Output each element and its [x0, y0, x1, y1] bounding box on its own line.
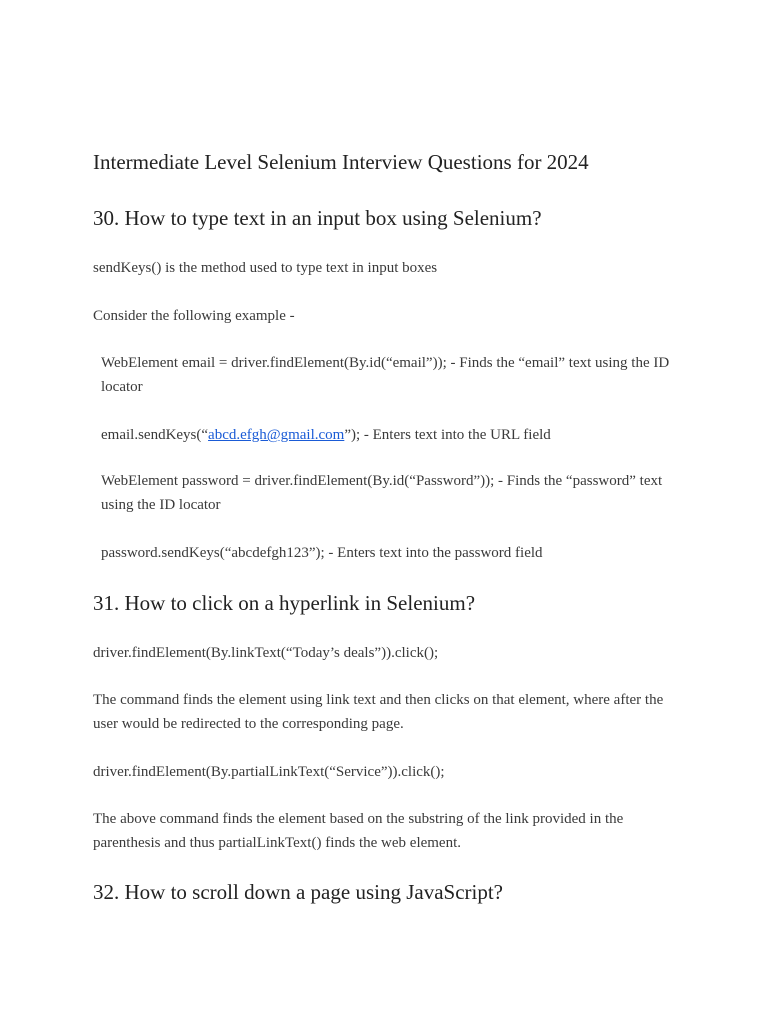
q31-description-2: The above command finds the element based on the substring of the link provided in the parenthesis and thus partialLinkText() finds the web element. [93, 811, 624, 851]
q30-example-line-4: password.sendKeys(“abcdefgh123”); - Enters text into the password field [101, 545, 543, 561]
q30-example-line-3: WebElement password = driver.findElement(By.id(“Password”)); - Finds the “password” text using the ID locator [101, 473, 663, 513]
q31-code-2: driver.findElement(By.partialLinkText(“Service”)).click(); [93, 764, 445, 780]
question-30-heading: 30. How to type text in an input box using Selenium? [93, 206, 542, 230]
q30-intro: sendKeys() is the method used to type text in input boxes [93, 260, 438, 276]
q31-code-1: driver.findElement(By.linkText(“Today’s deals”)).click(); [93, 645, 439, 661]
q30-example-line-1: WebElement email = driver.findElement(By.id(“email”)); - Finds the “email” text using the ID locator [101, 355, 670, 395]
q30-example-line-2 [93, 423, 691, 447]
q30-line2-prefix: email.sendKeys(“ [101, 427, 209, 443]
question-31-heading: 31. How to click on a hyperlink in Selenium? [93, 591, 476, 615]
email-link[interactable]: abcd.efgh@gmail.com [208, 427, 345, 443]
q31-description-1: The command finds the element using link text and then clicks on that element, where after the user would be redirected to the corresponding page. [93, 692, 664, 732]
question-32-heading: 32. How to scroll down a page using JavaScript? [93, 880, 504, 904]
q30-consider: Consider the following example - [93, 308, 295, 324]
section-title: Intermediate Level Selenium Interview Questions for 2024 [93, 150, 589, 174]
q30-line2-suffix: ”); - Enters text into the URL field [344, 427, 551, 443]
